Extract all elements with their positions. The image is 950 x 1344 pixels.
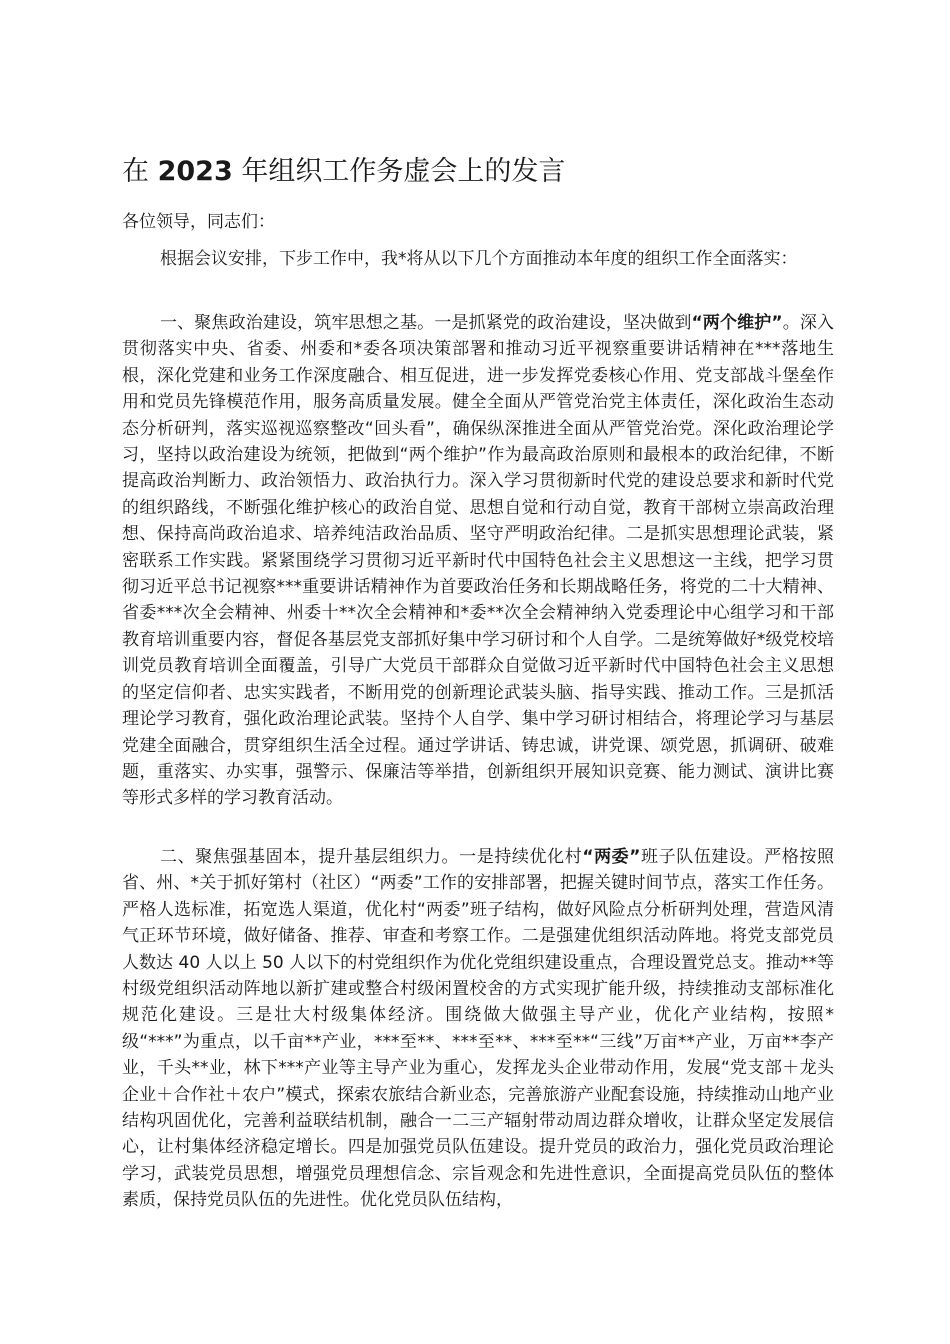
title-year: 2023 [157,156,233,187]
section-1-text-a: 一、聚焦政治建设，筑牢思想之基。一是抓紧党的政治建设，坚决做到 [160,313,692,333]
section-2-text-b: 班子队伍建设。严格按照省、州、*关于抓好第村（社区）“两委”工作的安排部署，把握关键时间节点，落实工作任务。严格人选标准，拓宽选人渠道，优化村“两委”班子结构，做好风险点分析研判处理，营造风清气正环节环境，做好储备、推荐、审查和考察工作。二是强建优组织活动阵地。将党支部党员人数达 40 人以上 50 人以下的村党组织作为优化党组织建设重点，合理设置党总支。推动**等村级党组织活动阵地以新扩建或整合村级闲置校舍的方式实现扩能升级，持续推动支部标准化规范化建设。三是壮大村级集体经济。围绕做大做强主导产业，优化产业结构，按照*级“***”为重点，以千亩**产业，***至**、***至**、***至**“三线”万亩**产业，万亩**李产业，千头**业，林下***产业等主导产业为重心，发挥龙头企业带动作用，发展“党支部＋龙头企业＋合作社＋农户”模式，探索农旅结合新业态，完善旅游产业配套设施，持续推动山地产业结构巩固优化，完善利益联结机制，融合一二三产辐射带动周边群众增收，让群众坚定发展信心，让村集体经济稳定增长。四是加强党员队伍建设。提升党员的政治力，强化党员政治理论学习，武装党员思想，增强党员理想信念、宗旨观念和先进性意识，全面提高党员队伍的整体素质，保持党员队伍的先进性。优化党员队伍结构， [122,847,835,1211]
section-1-paragraph [122,310,834,812]
section-2-paragraph [122,844,834,1214]
section-1-emphasis: “两个维护” [691,313,783,333]
title-suffix: 年组织工作务虚会上的发言 [241,156,566,187]
section-1-text-b: 。深入贯彻落实中央、省委、州委和*委各项决策部署和推动习近平视察重要讲话精神在***落地生根，深化党建和业务工作深度融合、相互促进，进一步发挥党委核心作用、党支部战斗堡垒作用和党员先锋模范作用，服务高质量发展。健全全面从严管党治党主体责任，深化政治生态动态分析研判，落实巡视巡察整改“回头看”，确保纵深推进全面从严管党治党。深化政治理论学习，坚持以政治建设为统领，把做到“两个维护”作为最高政治原则和最根本的政治纪律，不断提高政治判断力、政治领悟力、政治执行力。深入学习贯彻新时代党的建设总要求和新时代党的组织路线，不断强化维护核心的政治自觉、思想自觉和行动自觉，教育干部树立崇高政治理想、保持高尚政治追求、培养纯洁政治品质、坚守严明政治纪律。二是抓实思想理论武装，紧密联系工作实践。紧紧围绕学习贯彻习近平新时代中国特色社会主义思想这一主线，把学习贯彻习近平总书记视察***重要讲话精神作为首要政治任务和长期战略任务，将党的二十大精神、省委***次全会精神、州委十**次全会精神和*委**次全会精神纳入党委理论中心组学习和干部教育培训重要内容，督促各基层党支部抓好集中学习研讨和个人自学。二是统筹做好*级党校培训党员教育培训全面覆盖，引导广大党员干部群众自觉做习近平新时代中国特色社会主义思想的坚定信仰者、忠实实践者，不断用党的创新理论武装头脑、指导实践、推动工作。三是抓活理论学习教育，强化政治理论武装。坚持个人自学、集中学习研讨相结合，将理论学习与基层党建全面融合，贯穿组织生活全过程。通过学讲话、铸忠诚，讲党课、颂党恩，抓调研、破难题，重落实、办实事，强警示、保廉洁等举措，创新组织开展知识竞赛、能力测试、演讲比赛等形式多样的学习教育活动。 [122,313,834,809]
document-title [122,150,565,194]
title-prefix: 在 [122,156,149,187]
section-2-emphasis: “两委” [582,847,641,867]
section-2-text-a: 二、聚焦强基固本，提升基层组织力。一是持续优化村 [160,847,583,867]
greeting: 各位领导，同志们： [122,212,275,232]
intro-paragraph: 根据会议安排，下步工作中，我*将从以下几个方面推动本年度的组织工作全面落实： [160,249,798,269]
